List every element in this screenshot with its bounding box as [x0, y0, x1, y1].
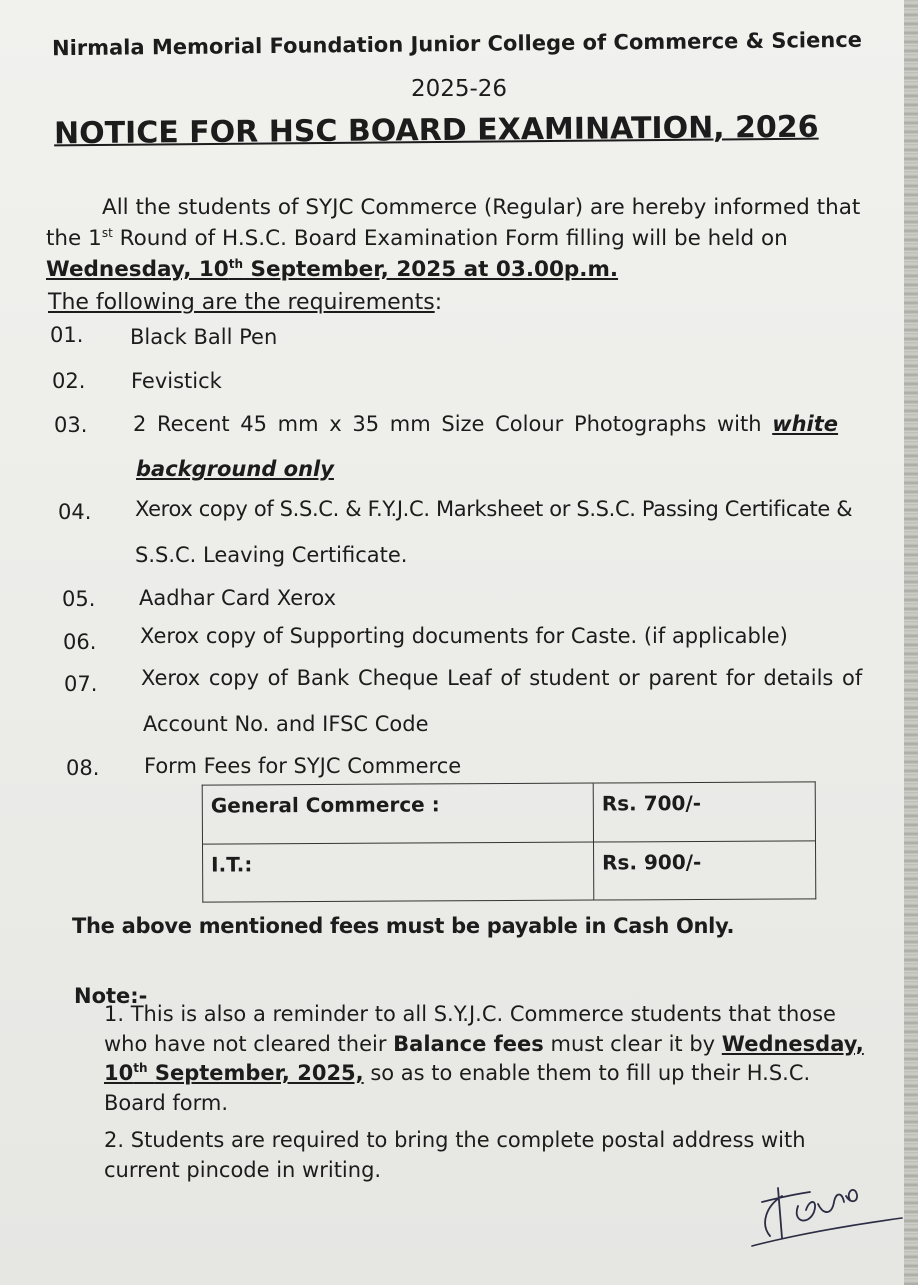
req-item-4-cont: S.S.C. Leaving Certificate.	[135, 543, 408, 567]
signature	[748, 1176, 904, 1248]
req-item-2: Fevistick	[131, 369, 222, 393]
college-name: Nirmala Memorial Foundation Junior College of Commerce & Science	[51, 27, 863, 61]
req-item-6: Xerox copy of Supporting documents for Caste. (if applicable)	[140, 624, 788, 648]
req-item-3: 2 Recent 45 mm x 35 mm Size Colour Photographs with white	[133, 412, 839, 436]
req-num-6: 06.	[63, 630, 97, 654]
req-num-4: 04.	[58, 500, 92, 524]
req-num-8: 08.	[66, 756, 100, 780]
req-num-1: 01.	[50, 323, 84, 347]
requirements-heading: The following are the requirements:	[48, 290, 443, 315]
fee-label: General Commerce :	[202, 783, 593, 844]
fee-amount: Rs. 900/-	[593, 840, 815, 900]
req-item-3-cont: background only	[136, 457, 334, 481]
intro-paragraph	[46, 192, 871, 285]
fee-label: I.T.:	[203, 842, 594, 903]
notice-title: NOTICE FOR HSC BOARD EXAMINATION, 2026	[53, 109, 819, 152]
req-num-2: 02.	[52, 369, 86, 393]
cash-only-note: The above mentioned fees must be payable in Cash Only.	[72, 914, 735, 938]
req-item-8: Form Fees for SYJC Commerce	[144, 754, 462, 778]
req-num-3: 03.	[54, 413, 88, 437]
req-item-1: Black Ball Pen	[130, 325, 278, 349]
req-num-5: 05.	[62, 587, 96, 611]
note-2: 2. Students are required to bring the complete postal address with current pincode in writing.	[104, 1128, 806, 1182]
paper-edge	[904, 0, 918, 1285]
intro-line-1: All the students of SYJC Commerce (Regular) are hereby informed that	[102, 195, 861, 220]
intro-line-2: the 1st Round of H.S.C. Board Examination Form filling will be held on	[46, 225, 788, 251]
note-heading: Note:-	[74, 984, 148, 1008]
fee-amount: Rs. 700/-	[593, 782, 815, 842]
fee-table	[202, 781, 817, 902]
academic-year: 2025-26	[410, 76, 508, 102]
fee-row	[202, 782, 815, 844]
req-item-5: Aadhar Card Xerox	[139, 586, 337, 610]
req-item-7: Xerox copy of Bank Cheque Leaf of student or parent for details of	[141, 666, 863, 690]
fee-row	[203, 840, 816, 902]
req-item-4: Xerox copy of S.S.C. & F.Y.J.C. Marksheet or S.S.C. Passing Certificate &	[135, 497, 853, 521]
exam-date: Wednesday, 10th September, 2025 at 03.00p.m.	[46, 256, 619, 282]
req-num-7: 07.	[64, 672, 98, 696]
note-1: 1. This is also a reminder to all S.Y.J.C. Commerce students that those who have not cleared their Balance fees must clear it by Wednesday, 10th September, 2025, so as to enable them to fill up their H.S.C. Board form.	[104, 1002, 864, 1115]
req-item-7-cont: Account No. and IFSC Code	[143, 712, 429, 736]
